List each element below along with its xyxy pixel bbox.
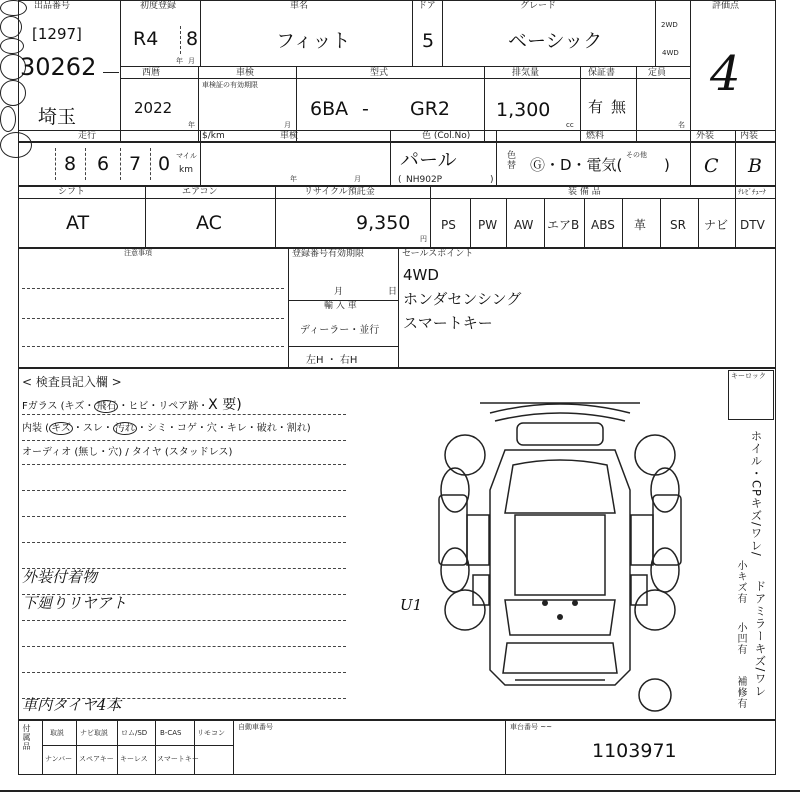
side-note-1: ホイル・CPキズ/ワレ/ [749,430,764,557]
lot-label: 出品番号 [34,1,71,11]
accessory-plate: ナンバー [45,755,73,763]
equip-navi: ナビ [704,218,729,232]
lot-prefix: [1297] [32,25,82,43]
equip-ps: PS [441,218,456,232]
drive-2wd: 2WD [661,21,678,29]
accessory-keyless: キーレス [120,755,148,763]
equip-sr: SR [670,218,686,232]
door-count: 5 [422,30,435,52]
record-label: 登録番号有効期限 [292,249,365,259]
displacement-label: 排気量 [512,68,540,78]
accessory-rom: ロム/SD [121,729,148,737]
equip-pw: PW [478,218,498,232]
side-note-4: 小凹有 [735,622,746,655]
western-year-label: 西暦 [142,68,161,78]
inspection-title: < 検査員記入欄 > [22,375,122,389]
equipment-label: 装 備 品 [568,187,601,197]
inspection-line-2: 内装 ( キズ ・スレ・ 汚れ ・シミ・コゲ・穴・キレ・破れ・割れ) [22,423,311,434]
registration-region: 埼玉 [38,106,77,128]
notes-block [18,248,776,368]
equip-abs: ABS [591,218,615,232]
model-sub: GR2 [410,98,451,120]
model-dash: - [362,98,369,120]
model-code: 6BA [310,98,349,120]
handwritten-note-2: 下廻りリヤアト [22,594,127,612]
fuel-other: その他 [626,151,647,159]
exterior-grade: C [704,155,719,177]
grade: ベーシック [508,30,603,52]
interior-label: 内装 [740,131,759,141]
ac-label: エアコン [182,187,218,197]
door-label: ドア [418,1,436,11]
mileage-suffix: $/km [202,131,225,141]
vehicle-no-label: 自動車番号 [238,723,273,731]
recycle-label: リサイクル預託金 [304,187,375,197]
mileage-digit-2: 6 [97,153,110,175]
fuel-options: Ⓖ・D・電気( [530,156,623,174]
mileage-digit-4: 0 [158,153,171,175]
western-year: 2022 [134,99,173,117]
mileage-digit-3: 7 [129,153,142,175]
color-code: NH902P [406,175,443,185]
shift-value: AT [66,212,90,234]
fuel-label: 燃料 [586,131,605,141]
caution-label: 注意事項 [124,249,152,257]
car-name: フィット [276,30,351,52]
exterior-label: 外装 [696,131,715,141]
warranty-no: 無 [611,98,627,116]
sales-point-1: 4WD [403,266,439,284]
color-change-label: 色替 [505,150,515,170]
warranty-label: 保証書 [588,68,616,78]
ac-value: AC [196,212,222,234]
inspection2-label: 車検 [280,131,299,141]
side-note-5: 補修有 [735,676,746,709]
inspection-line-3: オーディオ (無し・穴) / タイヤ (スタッドレス) [22,447,233,458]
accessory-spare-key: スペアキー [79,755,114,763]
accessory-bcas: B-CAS [160,729,182,737]
drive-4wd: 4WD [662,49,679,57]
inspection-label: 車検 [236,68,255,78]
handle-option: 左H ・ 右H [306,355,358,366]
era-year: R4 [133,28,159,50]
accessory-smart-key: スマートキー [157,755,199,763]
mile-unit: マイル [176,152,197,160]
handwritten-note-3: 車内タイヤ4本 [22,696,122,714]
car-diagram [425,395,695,715]
capacity-label: 定員 [648,68,667,78]
chassis-label: 車台番号 ~~ [510,723,552,731]
mileage-label: 走行 [78,131,97,141]
auction-sheet: 出品番号 [1297] 30262 埼玉 初度登録 R4 8 年 月 車名 フィット ドア 5 グレード ベーシック 2WD 4WD 評価点 4 西暦 2022 年 車検 車検証の有効期限 月 型式 6BA - GR2 排気量 1,300 cc 保証書 有 無 定員 名 走行 $/km 車検 色 (Col.No) 燃料 外装 内装 8 6 7 0 マイル km 年 月 パール ( NH902P ) 色替 Ⓖ・D・電気( その他 ) C B シフト AT エアコン AC リサイクル預託金 9,350 円 装 備 品 ﾃﾚﾋﾞﾁｭｰﾅ PS PW AW エアB ABS 革 SR ナビ DTV 注意事項 登録番号有効期限 月 日 輸 入 車 ディーラー・並行 左H ・ 右H セールスポイント 4WD ホンダセンシング スマートキー < 検査員記入欄 > キーロック Fガラス (キズ・ 飛石 ・ヒビ・リペア跡・X 要) 内装 ( キズ ・スレ・ 汚れ ・シミ・コゲ・穴・キレ・破れ・割れ) オーディオ (無し・穴) / タイヤ (スタッドレス) 外装付着物 下廻りリヤアト 車内タイヤ4本 U1 ホイル・CPキズ/ワレ/ ドアミラーキズ/ワレ 小キズ有 小凹有 補修有 付属品 取説 ナビ取説 ロム/SD B-CAS リモコン ナンバー スペアキー キーレス スマートキー 自動車番号 車台番号 ~~ 1103971 [0,0,800,800]
model-label: 型式 [370,68,389,78]
km-unit: km [179,165,193,175]
score: 4 [710,46,741,102]
sales-point-2: ホンダセンシング [403,290,522,308]
side-note-2: ドアミラーキズ/ワレ [753,580,768,698]
equip-aw: AW [514,218,534,232]
interior-grade: B [748,155,762,177]
mileage-digit-1: 8 [64,153,77,175]
equip-airbag: エアB [547,218,580,232]
sales-label: セールスポイント [402,249,474,259]
name-label: 車名 [290,1,309,11]
inspection-note: 車検証の有効期限 [202,81,258,89]
sales-point-3: スマートキー [403,314,493,332]
side-note-3: 小キズ有 [735,560,746,604]
displacement: 1,300 [496,99,551,121]
accessory-manual: 取説 [50,729,64,737]
keylock-label: キーロック [731,372,766,380]
chassis-number: 1103971 [592,740,677,762]
year-label: 初度登録 [140,1,177,11]
shift-label: シフト [58,187,86,197]
grade-label: グレード [520,1,557,11]
recycle-amount: 9,350 [356,212,411,234]
import-label: 輸 入 車 [324,301,357,311]
handwritten-note-1: 外装付着物 [22,568,98,586]
reg-month: 8 [186,28,199,50]
color-label: 色 (Col.No) [422,131,471,141]
equip-leather: 革 [634,218,647,232]
accessory-navi-manual: ナビ取説 [80,729,108,737]
equip-dtv: DTV [740,218,765,232]
tv-label: ﾃﾚﾋﾞﾁｭｰﾅ [738,188,766,196]
inspection-line-1: Fガラス (キズ・ 飛石 ・ヒビ・リペア跡・X 要) [22,397,242,413]
accessory-remote: リモコン [197,729,225,737]
damage-mark: U1 [400,596,423,614]
accessory-label: 付属品 [22,724,31,751]
lot-number: 30262 [20,53,97,81]
warranty-yes: 有 [588,98,604,116]
score-label: 評価点 [712,1,740,11]
color-name: パール [400,149,457,171]
dealer-option: ディーラー・並行 [300,325,380,336]
